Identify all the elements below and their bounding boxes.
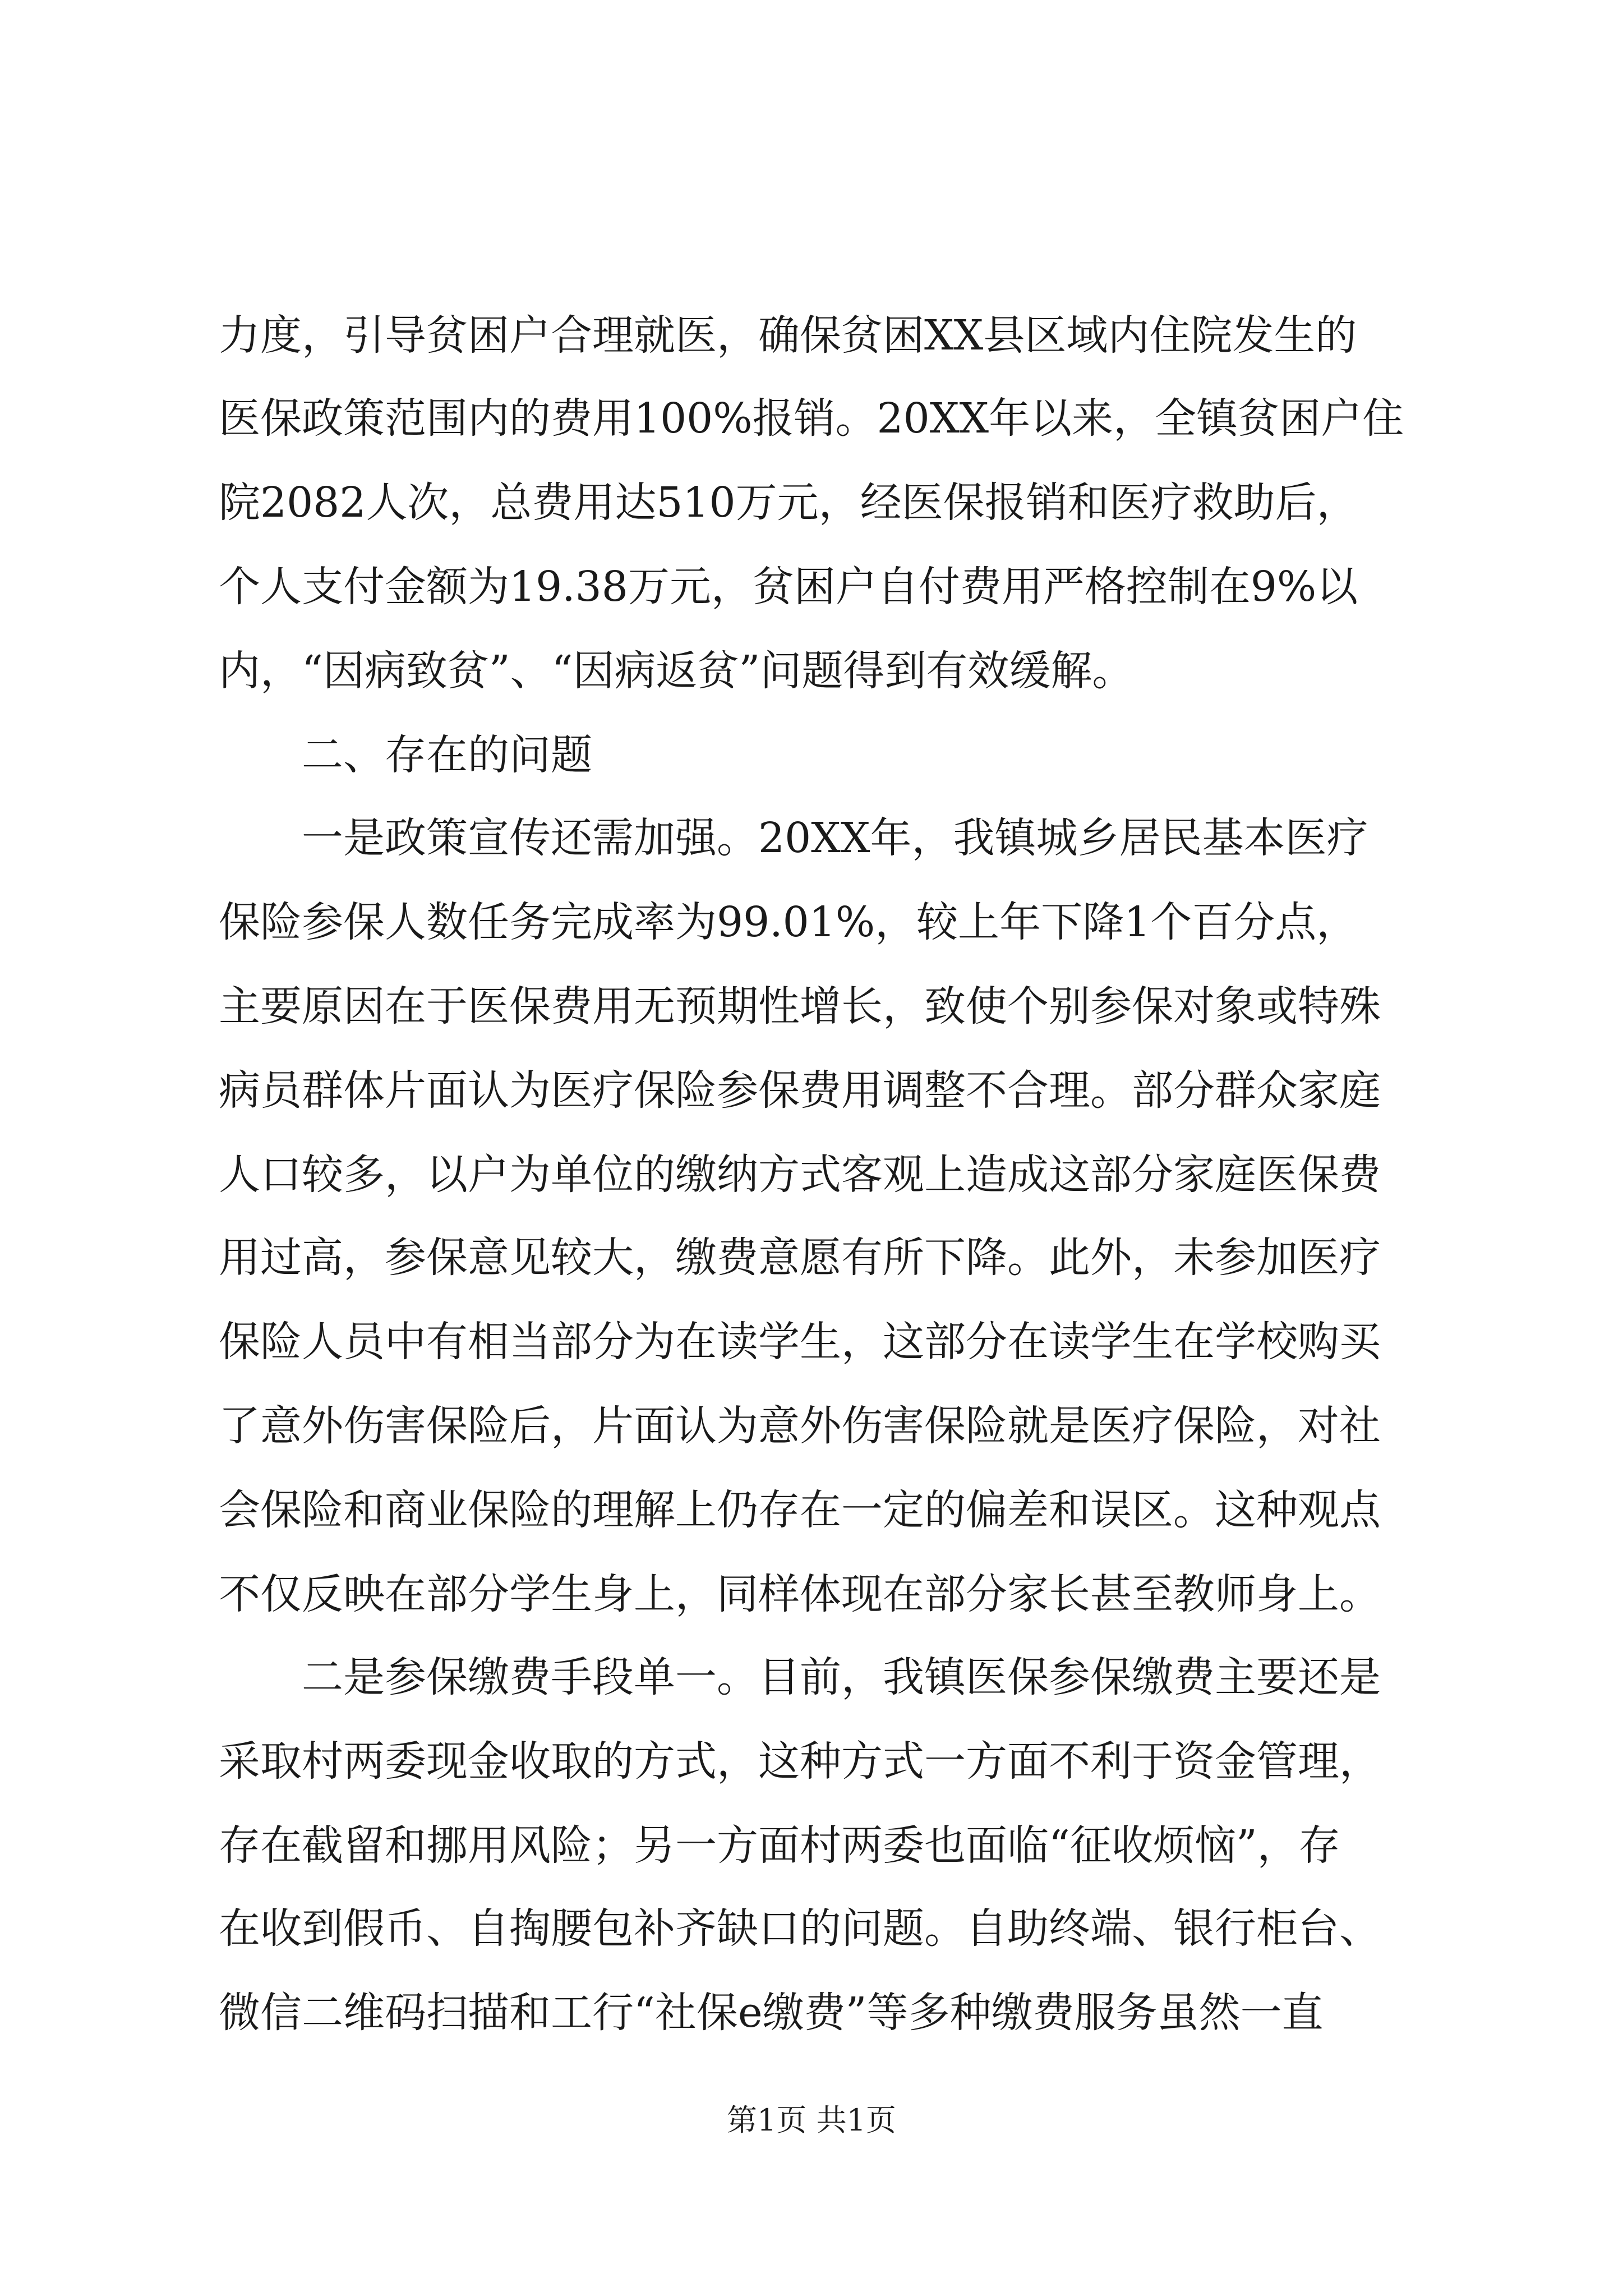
paragraph-2-line-5: 人口较多，以户为单位的缴纳方式客观上造成这部分家庭医保费: [219, 1151, 1381, 1199]
paragraph-2-line-4: 病员群体片面认为医疗保险参保费用调整不合理。部分群众家庭: [219, 1066, 1381, 1115]
paragraph-2-line-1: 一是政策宣传还需加强。20XX年，我镇城乡居民基本医疗: [302, 814, 1368, 862]
paragraph-1-line-3: 院2082人次，总费用达510万元，经医保报销和医疗救助后，: [219, 478, 1358, 527]
paragraph-3-line-4: 在收到假币、自掏腰包补齐缺口的问题。自助终端、银行柜台、: [219, 1904, 1381, 1953]
paragraph-3-line-3: 存在截留和挪用风险；另一方面村两委也面临“征收烦恼”，存: [219, 1821, 1340, 1870]
paragraph-2-line-6: 用过高，参保意见较大，缴费意愿有所下降。此外，未参加医疗: [219, 1234, 1381, 1282]
paragraph-3-line-2: 采取村两委现金收取的方式，这种方式一方面不利于资金管理，: [219, 1737, 1381, 1786]
paragraph-3-line-1: 二是参保缴费手段单一。目前，我镇医保参保缴费主要还是: [302, 1653, 1381, 1701]
paragraph-2-line-3: 主要原因在于医保费用无预期性增长，致使个别参保对象或特殊: [219, 982, 1381, 1030]
paragraph-1-line-5: 内，“因病致贫”、“因病返贫”问题得到有效缓解。: [219, 647, 1134, 695]
paragraph-2-line-2: 保险参保人数任务完成率为99.01%，较上年下降1个百分点，: [219, 898, 1358, 946]
paragraph-2-line-8: 了意外伤害保险后，片面认为意外伤害保险就是医疗保险，对社: [219, 1402, 1381, 1450]
paragraph-1-line-1: 力度，引导贫困户合理就医，确保贫困XX县区域内住院发生的: [219, 311, 1357, 360]
paragraph-1-line-2: 医保政策范围内的费用100%报销。20XX年以来，全镇贫困户住: [219, 394, 1404, 443]
paragraph-2-line-10: 不仅反映在部分学生身上，同样体现在部分家长甚至教师身上。: [219, 1570, 1381, 1618]
paragraph-3-line-5: 微信二维码扫描和工行“社保e缴费”等多种缴费服务虽然一直: [219, 1989, 1324, 2037]
paragraph-2-line-9: 会保险和商业保险的理解上仍存在一定的偏差和误区。这种观点: [219, 1486, 1381, 1534]
page-footer: 第1页 共1页: [727, 2102, 896, 2138]
paragraph-1-line-4: 个人支付金额为19.38万元，贫困户自付费用严格控制在9%以: [219, 563, 1358, 611]
paragraph-2-line-7: 保险人员中有相当部分为在读学生，这部分在读学生在学校购买: [219, 1318, 1381, 1366]
section-heading: 二、存在的问题: [302, 731, 592, 779]
